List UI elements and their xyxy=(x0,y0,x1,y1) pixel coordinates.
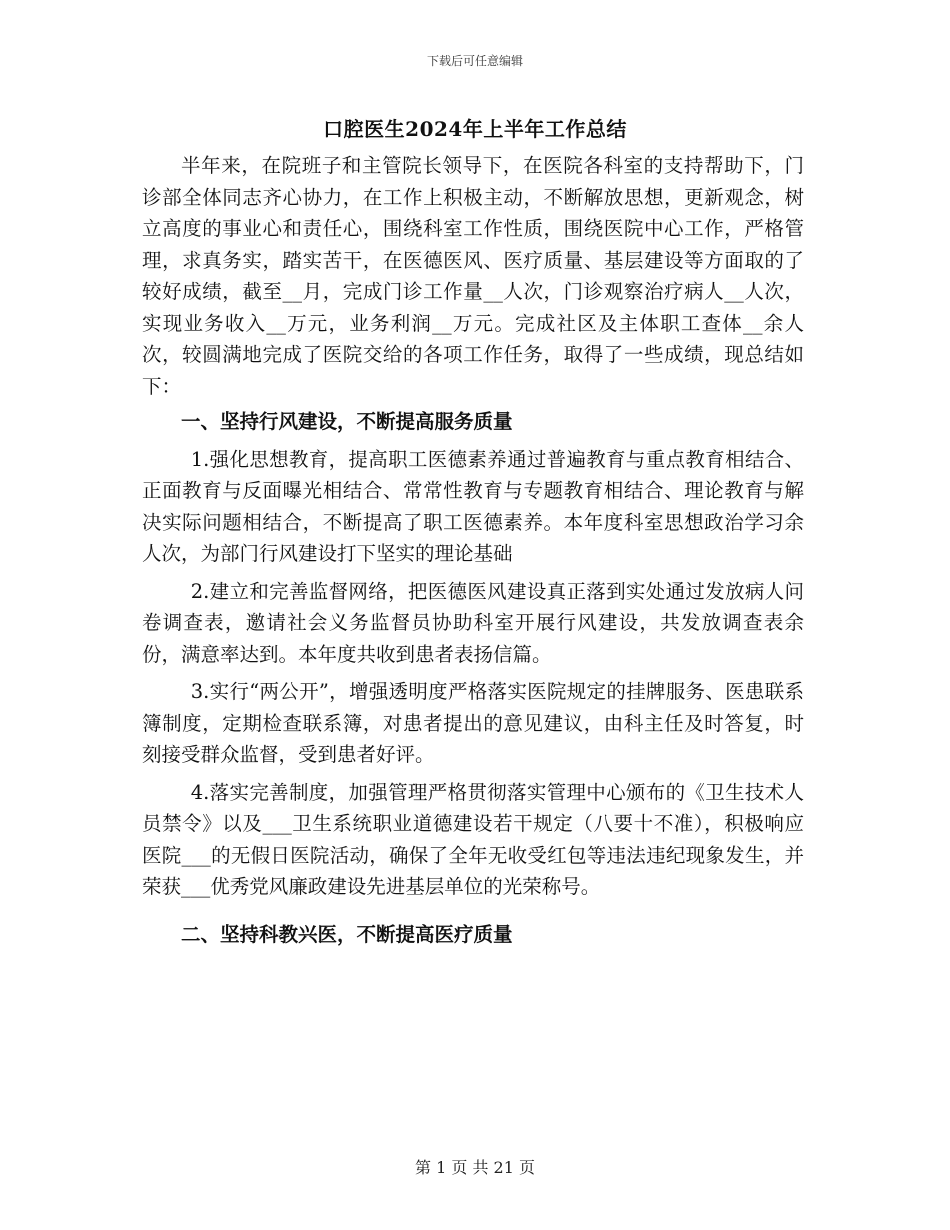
list-item-1: 1.强化思想教育，提高职工医德素养通过普遍教育与重点教育相结合、正面教育与反面曝光相结合、常常性教育与专题教育相结合、理论教育与解决实际问题相结合，不断提高了职工医德素养。本年度科室思想政治学习余人次，为部门行风建设打下坚实的理论基础 xyxy=(142,447,804,565)
header-note: 下载后可任意编辑 xyxy=(426,54,523,68)
list-item-4: 4.落实完善制度，加强管理严格贯彻落实管理中心颁布的《卫生技术人员禁令》以及___卫生系统职业道德建设若干规定（八要十不准），积极响应医院___的无假日医院活动，确保了全年无收受红包等违法违纪现象发生，并荣获___优秀党风廉政建设先进基层单位的光荣称号。 xyxy=(142,780,804,898)
intro-paragraph: 半年来，在院班子和主管院长领导下，在医院各科室的支持帮助下，门诊部全体同志齐心协力，在工作上积极主动，不断解放思想，更新观念，树立高度的事业心和责任心，围绕科室工作性质，围绕医院中心工作，严格管理，求真务实，踏实苦干，在医德医风、医疗质量、基层建设等方面取的了较好成绩，截至__月，完成门诊工作量__人次，门诊观察治疗病人__人次，实现业务收入__万元，业务利润__万元。完成社区及主体职工查体__余人次，较圆满地完成了医院交给的各项工作任务，取得了一些成绩，现总结如下： xyxy=(142,154,804,398)
section-heading-1: 一、坚持行风建设，不断提高服务质量 xyxy=(181,410,513,433)
document-title: 口腔医生2024年上半年工作总结 xyxy=(323,117,627,141)
list-item-3: 3.实行“两公开”，增强透明度严格落实医院规定的挂牌服务、医患联系簿制度，定期检查联系簿，对患者提出的意见建议，由科主任及时答复，时刻接受群众监督，受到患者好评。 xyxy=(142,680,804,766)
section-heading-2: 二、坚持科教兴医，不断提高医疗质量 xyxy=(181,922,513,946)
list-item-2: 2.建立和完善监督网络，把医德医风建设真正落到实处通过发放病人问卷调查表，邀请社会义务监督员协助科室开展行风建设，共发放调查表余份，满意率达到。本年度共收到患者表扬信篇。 xyxy=(142,579,804,666)
page-footer: 第 1 页 共 21 页 xyxy=(415,1158,535,1177)
document-body xyxy=(142,150,804,950)
